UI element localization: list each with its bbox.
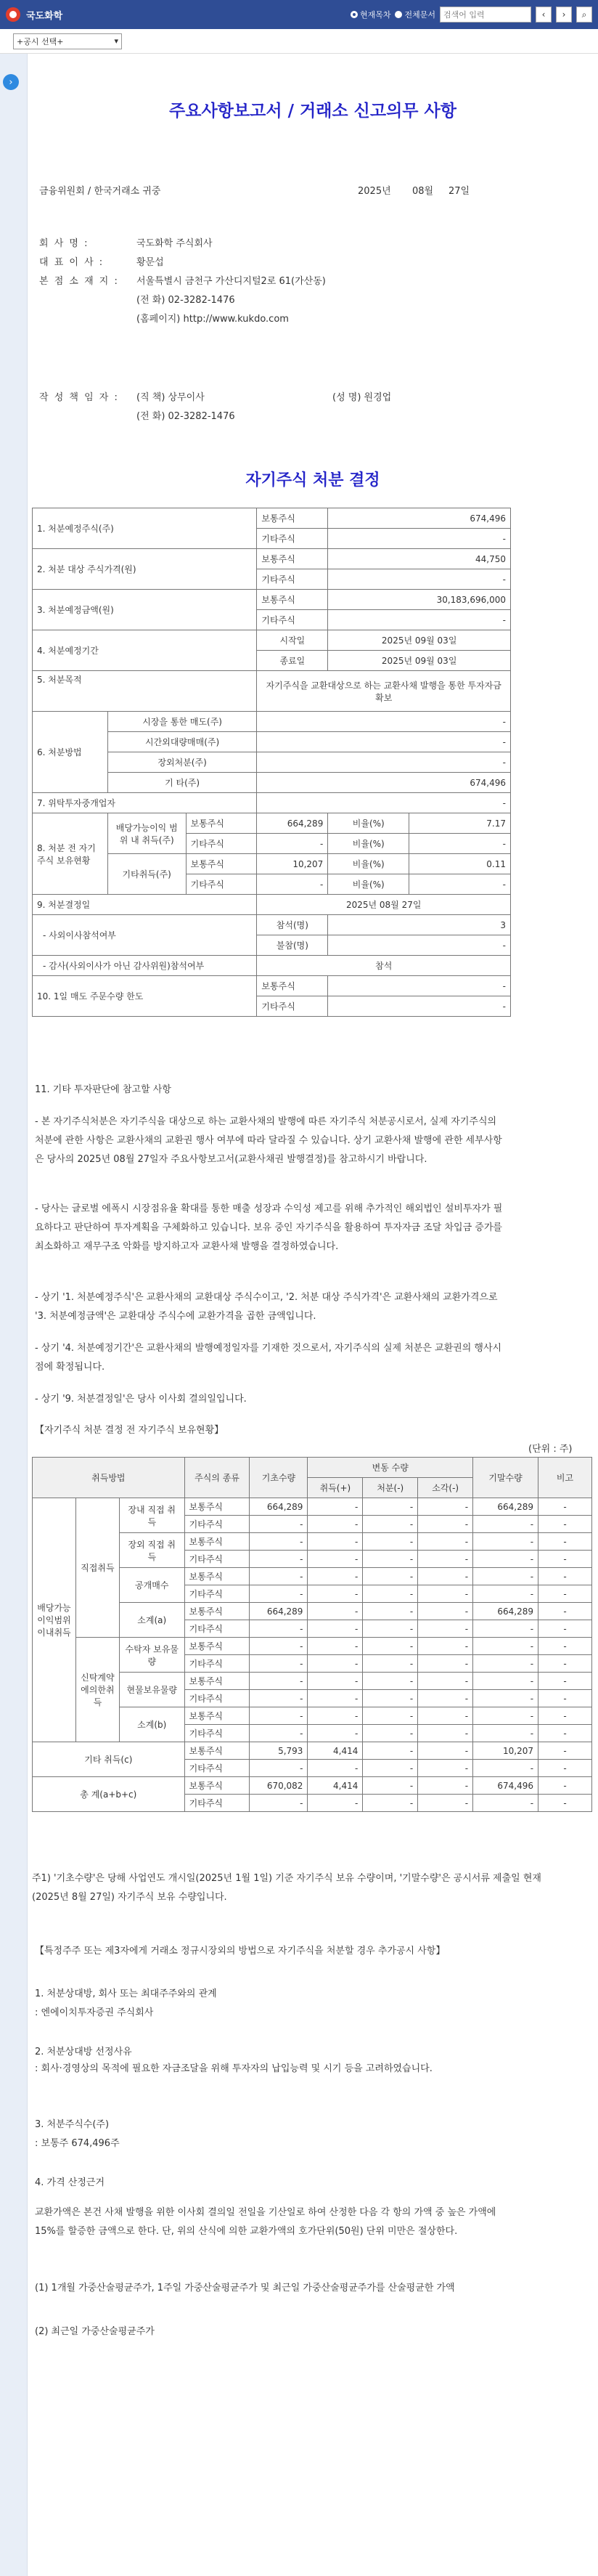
disposal-table	[32, 508, 511, 1017]
cell-kind: 보통주식	[257, 976, 328, 996]
extra-heading: 【특정주주 또는 제3자에게 거래소 정규시장외의 방법으로 자기주식을 처분할 경우 추가공시 사항】	[35, 1946, 446, 1957]
radio-current-toc[interactable]	[351, 9, 391, 20]
cell-value: -	[538, 1533, 592, 1551]
row-label: 2. 처분 대상 주식가격(원)	[33, 549, 257, 590]
cell-value: -	[363, 1603, 418, 1620]
table-row	[33, 793, 511, 813]
item-label: 장외 직접 취득	[119, 1533, 184, 1568]
item-label: 소계(b)	[119, 1707, 184, 1742]
cell-value: -	[363, 1725, 418, 1742]
cell-value: -	[257, 712, 511, 732]
group-label: 배당가능이익 범위 내 취득(주)	[107, 813, 186, 854]
table-row	[33, 1777, 592, 1795]
header-note: 비고	[538, 1458, 592, 1498]
chevron-down-icon: ▾	[114, 36, 118, 46]
item-label: 소계(a)	[119, 1603, 184, 1638]
cell-value: -	[538, 1551, 592, 1568]
cell-value: -	[538, 1585, 592, 1603]
table-row	[33, 508, 511, 529]
company-logo-icon	[6, 7, 20, 22]
cell-value: -	[538, 1638, 592, 1655]
cell-value: -	[363, 1673, 418, 1690]
cell-kind: 보통주식	[184, 1673, 250, 1690]
company-name: 국도화학	[26, 10, 63, 22]
company-phone: (전 화) 02-3282-1476	[136, 295, 235, 306]
cell-value: -	[538, 1795, 592, 1812]
cell-value: 3	[328, 915, 511, 935]
report-title: 주요사항보고서 / 거래소 신고의무 사항	[169, 101, 456, 121]
cell-value: 10,207	[473, 1742, 538, 1760]
item-label: 기타 취득(c)	[33, 1742, 185, 1777]
cell-value: -	[363, 1795, 418, 1812]
extra-s2-value: : 회사·경영상의 목적에 필요한 자금조달을 위해 투자자의 납입능력 및 시기 등을 고려하였습니다.	[35, 2063, 433, 2074]
cell-kind: 시작일	[257, 630, 328, 651]
table-row	[33, 813, 511, 834]
cell-value: -	[250, 1585, 308, 1603]
cell-value: -	[473, 1707, 538, 1725]
cell-value: -	[308, 1760, 363, 1777]
search-next-button[interactable]: ›	[556, 7, 572, 23]
cell-value: -	[250, 1690, 308, 1707]
cell-value: -	[473, 1638, 538, 1655]
table-row	[33, 976, 511, 996]
row-label: 8. 처분 전 자기주식 보유현황	[33, 813, 108, 895]
holding-table	[32, 1457, 592, 1812]
cell-value: -	[363, 1707, 418, 1725]
cell-kind: 시간외대량매매(주)	[107, 732, 257, 752]
cell-value: -	[418, 1585, 473, 1603]
cell-value: -	[308, 1673, 363, 1690]
cell-kind: 장외처분(주)	[107, 752, 257, 773]
cell-value: -	[363, 1620, 418, 1638]
cell-kind: 기타주식	[184, 1551, 250, 1568]
cell-value: -	[250, 1655, 308, 1673]
cell-value: -	[328, 935, 511, 956]
cell-value: -	[538, 1673, 592, 1690]
group-direct: 직접취득	[75, 1498, 119, 1638]
cell-value: 664,289	[250, 1603, 308, 1620]
cell-qty: 10,207	[257, 854, 328, 874]
cell-value: 664,289	[473, 1603, 538, 1620]
cell-value: -	[473, 1533, 538, 1551]
cell-value: -	[418, 1742, 473, 1760]
cell-value: -	[538, 1620, 592, 1638]
table-row	[33, 895, 511, 915]
cell-value: -	[538, 1655, 592, 1673]
cell-value: -	[308, 1638, 363, 1655]
item-label: 장내 직접 취득	[119, 1498, 184, 1533]
cell-kind: 기타주식	[184, 1760, 250, 1777]
cell-value: -	[418, 1533, 473, 1551]
cell-kind: 기타주식	[184, 1795, 250, 1812]
cell-value: -	[418, 1690, 473, 1707]
top-bar	[0, 0, 598, 29]
cell-kind: 기타주식	[257, 996, 328, 1017]
cell-value: -	[328, 569, 511, 590]
note-paragraph: - 상기 '4. 처분예정기간'은 교환사채의 발행예정일자를 기재한 것으로서, 자기주식의 실제 처분은 교환권의 행사시점에 확정됩니다.	[35, 1343, 502, 1373]
cell-kind: 보통주식	[184, 1533, 250, 1551]
cell-value: -	[308, 1603, 363, 1620]
cell-value: 참석	[257, 956, 511, 976]
cell-value: -	[538, 1725, 592, 1742]
extra-s4-item1: (1) 1개월 가중산술평균주가, 1주일 가중산술평균주가 및 최근일 가중산술평균주가를 산술평균한 가액	[35, 2283, 455, 2293]
extra-s4-title: 4. 가격 산정근거	[35, 2177, 105, 2188]
cell-kind: 보통주식	[184, 1568, 250, 1585]
cell-value: -	[363, 1690, 418, 1707]
table-row	[33, 1638, 592, 1655]
note-paragraph: - 상기 '9. 처분결정일'은 당사 이사회 결의일입니다.	[35, 1394, 247, 1405]
cell-value: 30,183,696,000	[328, 590, 511, 610]
company-name-label: 회 사 명 :	[39, 238, 89, 249]
search-area	[351, 7, 592, 23]
hq-address-label: 본 점 소 재 지 :	[39, 276, 119, 287]
cell-value: 44,750	[328, 549, 511, 569]
table-row	[33, 671, 511, 712]
item-11-label: 11. 기타 투자판단에 참고할 사항	[35, 1084, 171, 1095]
header-end: 기말수량	[473, 1458, 538, 1498]
extra-s3-title: 3. 처분주식수(주)	[35, 2119, 110, 2130]
cell-value: 664,289	[250, 1498, 308, 1516]
cell-value: -	[250, 1551, 308, 1568]
cell-value: -	[363, 1551, 418, 1568]
cell-kind: 기타주식	[257, 529, 328, 549]
note-paragraph: - 본 자기주식처분은 자기주식을 대상으로 하는 교환사채의 발행에 따른 자기주식 처분공시로서, 실제 자기주식의 처분에 관한 사항은 교환사채의 교환권 행사 여부에 따라 달라질 수 있습니다. 상기 교환사채 발행에 관한 세부사항은 당사의 2025년 08월 27일자 주요사항보고서(교환사채권 발행결정)를 참고하시기 바랍니다.	[35, 1116, 502, 1165]
cell-value: 5,793	[250, 1742, 308, 1760]
cell-value: -	[363, 1498, 418, 1516]
cell-value: -	[473, 1795, 538, 1812]
cell-kind: 기타주식	[184, 1620, 250, 1638]
cell-value: 664,289	[473, 1498, 538, 1516]
cell-value: -	[308, 1498, 363, 1516]
cell-value: -	[418, 1707, 473, 1725]
cell-value: 674,496	[257, 773, 511, 793]
cell-kind: 기타주식	[186, 834, 257, 854]
cell-value: -	[308, 1620, 363, 1638]
cell-value: -	[473, 1655, 538, 1673]
group-label: 기타취득(주)	[107, 854, 186, 895]
cell-value: -	[363, 1655, 418, 1673]
cell-kind: 기타주식	[184, 1725, 250, 1742]
cell-kind: 기타주식	[257, 610, 328, 630]
cell-value: -	[418, 1777, 473, 1795]
header-disp: 처분(-)	[363, 1478, 418, 1498]
header-kind: 주식의 종류	[184, 1458, 250, 1498]
header-cancel: 소각(-)	[418, 1478, 473, 1498]
cell-kind: 기 타(주)	[107, 773, 257, 793]
cell-value: -	[473, 1673, 538, 1690]
row-label: 5. 처분목적	[33, 671, 257, 712]
cell-kind: 보통주식	[184, 1603, 250, 1620]
cell-kind: 보통주식	[186, 813, 257, 834]
report-recipient: 금융위원회 / 한국거래소 귀중	[39, 186, 161, 197]
cell-kind: 불참(명)	[257, 935, 328, 956]
section-title: 자기주식 처분 결정	[245, 471, 380, 489]
cell-value: -	[473, 1551, 538, 1568]
cell-kind: 보통주식	[184, 1498, 250, 1516]
cell-value: -	[250, 1516, 308, 1533]
cell-value: -	[418, 1568, 473, 1585]
sidebar-toggle-icon[interactable]: ›	[3, 74, 19, 90]
company-homepage: (홈페이지) http://www.kukdo.com	[136, 314, 289, 325]
cell-value: -	[328, 529, 511, 549]
cell-value: -	[538, 1498, 592, 1516]
cell-value: -	[250, 1725, 308, 1742]
cell-value: -	[418, 1655, 473, 1673]
cell-value: -	[308, 1533, 363, 1551]
company-name-value: 국도화학 주식회사	[136, 238, 213, 249]
cell-kind: 기타주식	[184, 1690, 250, 1707]
item-label: 수탁자 보유물량	[119, 1638, 184, 1673]
row-label: 1. 처분예정주식(주)	[33, 508, 257, 549]
extra-s3-value: : 보통주 674,496주	[35, 2138, 120, 2149]
cell-value: 4,414	[308, 1777, 363, 1795]
cell-value: -	[418, 1620, 473, 1638]
cell-kind: 시장을 통한 매도(주)	[107, 712, 257, 732]
cell-value: -	[418, 1551, 473, 1568]
header-acq: 취득(+)	[308, 1478, 363, 1498]
cell-kind: 기타주식	[186, 874, 257, 895]
table-header-row	[33, 1458, 592, 1478]
cell-value: -	[363, 1533, 418, 1551]
cell-value: -	[363, 1638, 418, 1655]
cell-value: -	[308, 1655, 363, 1673]
search-icon[interactable]: ⌕	[576, 7, 592, 23]
table-row	[33, 1498, 592, 1516]
cell-value: -	[363, 1777, 418, 1795]
cell-kind: 종료일	[257, 651, 328, 671]
cell-value: -	[308, 1690, 363, 1707]
cell-value: -	[418, 1725, 473, 1742]
cell-value: -	[538, 1707, 592, 1725]
cell-value: -	[257, 732, 511, 752]
cell-value: -	[250, 1707, 308, 1725]
cell-value: -	[250, 1620, 308, 1638]
row-label: 7. 위탁투자중개업자	[33, 793, 257, 813]
report-date-day: 27일	[448, 186, 470, 197]
cell-ratio: 7.17	[409, 813, 511, 834]
cell-value: -	[538, 1742, 592, 1760]
radio-current-label: 현재목차	[359, 10, 391, 20]
disclosure-select-value: +공시 선택+	[17, 36, 64, 46]
cell-value: -	[308, 1551, 363, 1568]
cell-value: -	[250, 1638, 308, 1655]
cell-value: -	[473, 1568, 538, 1585]
cell-value: 670,082	[250, 1777, 308, 1795]
row-label: 9. 처분결정일	[33, 895, 257, 915]
item-label: 총 계(a+b+c)	[33, 1777, 185, 1812]
cell-kind: 보통주식	[184, 1638, 250, 1655]
row-label: - 감사(사외이사가 아닌 감사위원)참석여부	[33, 956, 257, 976]
cell-value: 2025년 09월 03일	[328, 630, 511, 651]
cell-value: -	[418, 1673, 473, 1690]
cell-ratio-label: 비율(%)	[328, 813, 409, 834]
author-phone: (전 화) 02-3282-1476	[136, 411, 235, 422]
cell-value: -	[418, 1498, 473, 1516]
cell-value: -	[538, 1568, 592, 1585]
cell-value: -	[250, 1533, 308, 1551]
cell-kind: 보통주식	[257, 508, 328, 529]
holding-table-unit: (단위 : 주)	[528, 1444, 573, 1455]
cell-value: -	[250, 1760, 308, 1777]
cell-value: -	[363, 1568, 418, 1585]
cell-value: -	[418, 1603, 473, 1620]
cell-value: -	[257, 752, 511, 773]
ceo-value: 황문섭	[136, 257, 164, 268]
search-input[interactable]	[440, 7, 531, 23]
cell-value: 4,414	[308, 1742, 363, 1760]
cell-value: -	[363, 1585, 418, 1603]
group-trust: 신탁계약에의한취득	[75, 1638, 119, 1742]
cell-value: -	[473, 1760, 538, 1777]
table-row	[33, 712, 511, 732]
cell-qty: 664,289	[257, 813, 328, 834]
report-date-year: 2025년	[358, 186, 391, 197]
table-row	[33, 549, 511, 569]
cell-ratio-label: 비율(%)	[328, 854, 409, 874]
cell-kind: 참석(명)	[257, 915, 328, 935]
document	[28, 54, 598, 2576]
cell-value: -	[363, 1760, 418, 1777]
item-label: 현물보유물량	[119, 1673, 184, 1707]
row-label: 10. 1일 매도 주문수량 한도	[33, 976, 257, 1017]
cell-value: 674,496	[473, 1777, 538, 1795]
extra-s1-value: : 엔에이치투자증권 주식회사	[35, 2007, 154, 2018]
cell-value: 674,496	[328, 508, 511, 529]
cell-value: -	[308, 1568, 363, 1585]
cell-kind: 보통주식	[257, 590, 328, 610]
note-paragraph: - 상기 '1. 처분예정주식'은 교환사채의 교환대상 주식수이고, '2. 처분 대상 주식가격'은 교환사채의 교환가격으로 '3. 처분예정금액'은 교환대상 주식수에 교환가격을 곱한 금액입니다.	[35, 1292, 498, 1322]
cell-value: -	[308, 1795, 363, 1812]
cell-value: -	[308, 1725, 363, 1742]
cell-value: -	[473, 1725, 538, 1742]
table-row	[33, 1742, 592, 1760]
note-paragraph: - 당사는 글로벌 에폭시 시장점유율 확대를 통한 매출 성장과 수익성 제고를 위해 추가적인 해외법인 설비투자가 필요하다고 판단하여 투자계획을 구체화하고 있습니다. 보유 중인 자기주식을 활용하여 투자자금 조달 차입금 증가를 최소화하고 재무구조 악화를 방지하고자 교환사채 발행을 결정하였습니다.	[35, 1203, 503, 1252]
cell-ratio-label: 비율(%)	[328, 834, 409, 854]
extra-s4-para: 교환가액은 본건 사채 발행을 위한 이사회 결의일 전일을 기산일로 하여 산정한 다음 각 항의 가액 중 높은 가액에 15%를 할증한 금액으로 한다. 단, 위의 산식에 의한 교환가액의 호가단위(50원) 단위 미만은 절상한다.	[35, 2207, 496, 2237]
author-label: 작 성 책 임 자 :	[39, 392, 119, 403]
cell-value: -	[308, 1585, 363, 1603]
row-label: 6. 처분방법	[33, 712, 108, 793]
hq-address-value: 서울특별시 금천구 가산디지털2로 61(가산동)	[136, 276, 326, 287]
holding-table-caption: 【자기주식 처분 결정 전 자기주식 보유현황】	[35, 1425, 224, 1436]
cell-value: -	[473, 1690, 538, 1707]
cell-ratio: 0.11	[409, 854, 511, 874]
radio-dot-icon	[395, 11, 402, 18]
cell-kind: 보통주식	[257, 549, 328, 569]
row-label: 3. 처분예정금액(원)	[33, 590, 257, 630]
report-date-month: 08월	[412, 186, 434, 197]
cell-value: -	[418, 1795, 473, 1812]
cell-value: -	[538, 1603, 592, 1620]
author-position: (직 책) 상무이사	[136, 392, 205, 403]
cell-value: -	[250, 1673, 308, 1690]
item-label: 공개매수	[119, 1568, 184, 1603]
radio-all-label: 전체문서	[404, 10, 435, 20]
cell-ratio: -	[409, 874, 511, 895]
cell-value: -	[250, 1795, 308, 1812]
cell-value: 2025년 08월 27일	[257, 895, 511, 915]
cell-value: -	[538, 1777, 592, 1795]
cell-value: -	[538, 1760, 592, 1777]
cell-kind: 기타주식	[257, 569, 328, 590]
sidebar	[0, 54, 28, 2576]
footnote: 주1) '기초수량'은 당해 사업연도 개시일(2025년 1월 1일) 기준 자기주식 보유 수량이며, '기말수량'은 공시서류 제출일 현재(2025년 8월 27일) 자기주식 보유 수량입니다.	[32, 1873, 541, 1903]
cell-value: -	[328, 996, 511, 1017]
header-method: 취득방법	[33, 1458, 185, 1498]
cell-ratio-label: 비율(%)	[328, 874, 409, 895]
cell-value: -	[473, 1585, 538, 1603]
cell-kind: 보통주식	[186, 854, 257, 874]
cell-value: -	[473, 1620, 538, 1638]
author-name: (성 명) 원경업	[332, 392, 392, 403]
cell-value: -	[328, 976, 511, 996]
extra-s4-item2: (2) 최근일 가중산술평균주가	[35, 2326, 155, 2337]
radio-all-docs[interactable]	[395, 9, 435, 20]
cell-value: -	[418, 1760, 473, 1777]
group-main: 배당가능이익범위이내취득	[33, 1498, 76, 1742]
cell-value: -	[538, 1516, 592, 1533]
cell-kind: 기타주식	[184, 1655, 250, 1673]
extra-s2-title: 2. 처분상대방 선정사유	[35, 2047, 132, 2057]
search-prev-button[interactable]: ‹	[536, 7, 552, 23]
header-change: 변동 수량	[308, 1458, 473, 1478]
cell-value: -	[363, 1742, 418, 1760]
cell-value: -	[363, 1516, 418, 1533]
row-label: - 사외이사참석여부	[33, 915, 257, 956]
sub-bar	[0, 29, 598, 54]
cell-value: -	[328, 610, 511, 630]
cell-qty: -	[257, 834, 328, 854]
row-label: 4. 처분예정기간	[33, 630, 257, 671]
cell-value: -	[418, 1516, 473, 1533]
table-row	[33, 590, 511, 610]
cell-value: -	[418, 1638, 473, 1655]
cell-kind: 보통주식	[184, 1777, 250, 1795]
radio-dot-icon	[351, 11, 358, 18]
extra-s1-title: 1. 처분상대방, 회사 또는 최대주주와의 관계	[35, 1988, 217, 1999]
table-row	[33, 915, 511, 935]
cell-ratio: -	[409, 834, 511, 854]
table-row	[33, 956, 511, 976]
cell-value: -	[308, 1707, 363, 1725]
cell-value: -	[250, 1568, 308, 1585]
cell-value: -	[308, 1516, 363, 1533]
cell-qty: -	[257, 874, 328, 895]
cell-kind: 기타주식	[184, 1585, 250, 1603]
cell-kind: 보통주식	[184, 1742, 250, 1760]
cell-kind: 보통주식	[184, 1707, 250, 1725]
disclosure-select[interactable]	[13, 33, 122, 49]
cell-value: 자기주식을 교환대상으로 하는 교환사채 발행을 통한 투자자금 확보	[257, 671, 511, 712]
cell-kind: 기타주식	[184, 1516, 250, 1533]
ceo-label: 대 표 이 사 :	[39, 257, 105, 268]
cell-value: 2025년 09월 03일	[328, 651, 511, 671]
table-row	[33, 630, 511, 651]
cell-value: -	[257, 793, 511, 813]
header-base: 기초수량	[250, 1458, 308, 1498]
cell-value: -	[538, 1690, 592, 1707]
cell-value: -	[473, 1516, 538, 1533]
